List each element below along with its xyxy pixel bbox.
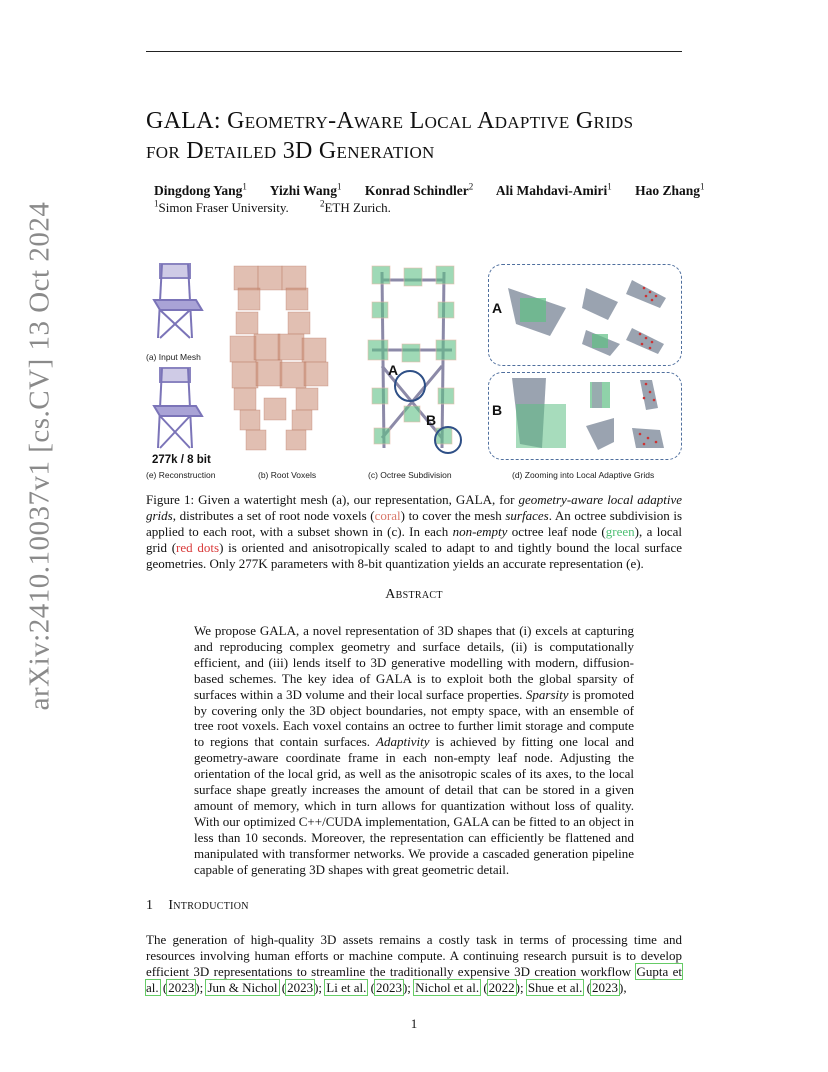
label-octree: (c) Octree Subdivision	[368, 470, 452, 480]
citation-year-link[interactable]: 2022	[488, 980, 515, 996]
author: Hao Zhang$^1$	[635, 181, 705, 198]
affiliation: $^1$Simon Fraser University.	[154, 199, 289, 216]
paper-title	[146, 106, 706, 166]
arxiv-stamp-text: arXiv:2410.10037v1 [cs.CV] 13 Oct 2024	[23, 201, 56, 711]
author: Ali Mahdavi-Amiri$^1$	[495, 181, 612, 198]
citation-link[interactable]: Jun & Nichol	[207, 980, 278, 996]
label-root-voxels: (b) Root Voxels	[258, 470, 317, 480]
citation-link[interactable]: Gupta et al.	[146, 964, 683, 996]
inset-marker-b: B	[492, 402, 503, 418]
affiliation: $^2$ETH Zurich.	[319, 199, 391, 216]
citation-link[interactable]: Nichol et al.	[415, 980, 480, 996]
section-heading: 1 Introduction	[146, 898, 249, 913]
label-bits: 277k / 8 bit	[152, 454, 211, 466]
top-rule	[146, 51, 682, 52]
citation-year-link[interactable]: 2023	[287, 980, 314, 996]
citation-year-link[interactable]: 2023	[375, 980, 402, 996]
input-mesh-chair	[154, 264, 202, 338]
author: Yizhi Wang$^1$	[269, 181, 342, 198]
marker-b: B	[426, 412, 437, 428]
author-list	[154, 181, 705, 199]
label-zoom: (d) Zooming into Local Adaptive Grids	[512, 470, 655, 480]
label-reconstruction: (e) Reconstruction	[146, 470, 216, 480]
affiliations	[154, 199, 419, 216]
abstract-heading: Abstract	[385, 587, 443, 602]
citation-year-link[interactable]: 2023	[591, 980, 618, 996]
inset-marker-a: A	[492, 300, 503, 316]
reconstruction-chair	[154, 368, 202, 448]
citation-link[interactable]: Shue et al.	[527, 980, 583, 996]
citation-year-link[interactable]: 2023	[168, 980, 195, 996]
label-input-mesh: (a) Input Mesh	[146, 352, 201, 362]
citation-link[interactable]: Li et al.	[326, 980, 367, 996]
octree-chair	[368, 266, 461, 453]
zoom-box-b	[488, 372, 682, 460]
figure-1	[146, 258, 686, 484]
zoom-box-a	[488, 264, 682, 366]
title-line-2: for Detailed 3D Generation	[146, 138, 435, 164]
figure-caption: Figure 1: Given a watertight mesh (a), our representation, GALA, for geometry-aware local adaptive grids, distributes a set of root node voxels (coral) to cover the mesh surfaces. An octree subdivision is applied to each root, with a subset shown in (c). In each non-empty octree leaf node (green), a local grid (red dots) is oriented and anisotropically scaled to adapt to and tightly bound the local surface geometries. Only 277K parameters with 8-bit quantization yields an accurate representation (e).	[146, 492, 683, 571]
title-line-1: GALA: Geometry-Aware Local Adaptive Grids	[146, 108, 634, 134]
intro-paragraph: The generation of high-quality 3D assets remains a costly task in terms of processing time and resources involving human efforts or machine compute. A continuing research pursuit is to develop efficient 3D representations to streamline the traditionally expensive 3D creation workflow Gupta et al. (2023); Jun & Nichol (2023); Li et al. (2023); Nichol et al. (2022); Shue et al. (2023),	[146, 932, 683, 996]
marker-a: A	[388, 362, 399, 378]
author: Konrad Schindler$^2$	[364, 181, 474, 198]
author: Dingdong Yang$^1$	[154, 181, 247, 198]
root-voxels	[230, 266, 328, 450]
page-number: 1	[410, 1016, 418, 1031]
abstract-body: We propose GALA, a novel representation of 3D shapes that (i) excels at capturing and reproducing complex geometry and surface details, (ii) is computationally efficient, and (iii) lends itself to 3D generative modelling with modern, diffusion-based schemes. The key idea of GALA is to exploit both the global sparsity of surfaces within a 3D volume and their local surface properties. Sparsity is promoted by covering only the 3D object boundaries, not empty space, with an ensemble of tree root voxels. Each voxel contains an octree to further limit storage and compute to regions that contain surfaces. Adaptivity is achieved by fitting one local and geometry-aware coordinate frame in each non-empty leaf node. Adjusting the orientation of the local grid, as well as the anisotropic scales of its axes, to the local surface shape greatly increases the amount of detail that can be stored in a given amount of memory, which in turn allows for quantization without loss of quality. With our optimized C++/CUDA implementation, GALA can be fitted to an object in less than 10 seconds. Moreover, the representation can efficiently be flattened and manipulated with transformer networks. We provide a cascaded generation pipeline capable of generating 3D shapes with great geometric detail.	[194, 623, 635, 877]
